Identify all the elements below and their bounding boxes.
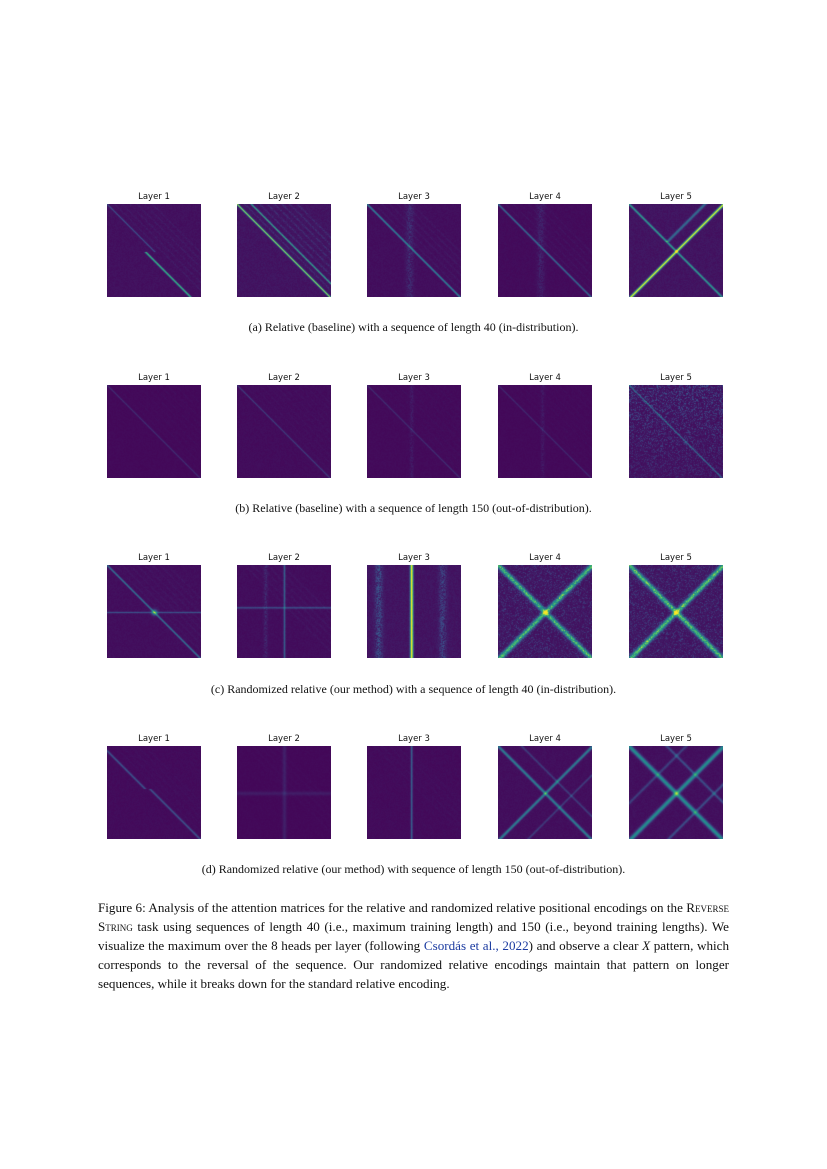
attention-heatmap — [629, 565, 723, 658]
attention-heatmap — [237, 204, 331, 297]
caption-text-1: Figure 6: Analysis of the attention matrices for the relative and randomized relative positional encodings on the — [98, 900, 687, 915]
subcaption-a: (a) Relative (baseline) with a sequence of length 40 (in-distribution). — [248, 320, 579, 334]
layer-title: Layer 4 — [529, 553, 561, 563]
subcaption-d: (d) Randomized relative (our method) with sequence of length 150 (out-of-distribution). — [201, 862, 626, 876]
caption-text-3: ) and observe a clear — [528, 938, 643, 953]
layer-title: Layer 3 — [398, 192, 430, 202]
layer-title: Layer 1 — [138, 192, 170, 202]
attention-heatmap — [367, 565, 461, 658]
attention-heatmap — [498, 746, 592, 839]
layer-title: Layer 1 — [138, 734, 170, 744]
layer-title: Layer 2 — [268, 553, 300, 563]
caption-text-4: pattern, which corresponds to the reversal of the sequence. Our randomized relative encodings maintain that pattern on longer sequences, while it breaks down for the standard relative encoding. — [98, 938, 729, 991]
layer-title: Layer 5 — [660, 734, 692, 744]
attention-heatmap — [498, 565, 592, 658]
attention-heatmap — [498, 204, 592, 297]
attention-heatmap — [107, 385, 201, 478]
attention-heatmap — [367, 385, 461, 478]
layer-title: Layer 2 — [268, 192, 300, 202]
layer-title: Layer 4 — [529, 192, 561, 202]
layer-title: Layer 3 — [398, 553, 430, 563]
layer-title: Layer 1 — [138, 373, 170, 383]
layer-title: Layer 3 — [398, 734, 430, 744]
attention-heatmap — [367, 204, 461, 297]
layer-title: Layer 4 — [529, 734, 561, 744]
attention-heatmap — [498, 385, 592, 478]
caption-text-2: task using sequences of length 40 (i.e., maximum training length) and 150 (i.e., beyond training lengths). We visualize the maximum over the 8 heads per layer (following — [98, 919, 729, 953]
layer-title: Layer 4 — [529, 373, 561, 383]
x-symbol: X — [642, 938, 651, 953]
layer-title: Layer 5 — [660, 192, 692, 202]
citation-link[interactable]: Csordás et al., 2022 — [423, 938, 529, 953]
subcaption-b: (b) Relative (baseline) with a sequence of length 150 (out-of-distribution). — [235, 501, 592, 515]
attention-heatmap — [237, 385, 331, 478]
attention-heatmap — [629, 204, 723, 297]
attention-heatmap — [107, 204, 201, 297]
layer-title: Layer 5 — [660, 553, 692, 563]
attention-heatmap — [237, 565, 331, 658]
figure-caption — [98, 898, 729, 993]
subcaption-c: (c) Randomized relative (our method) with a sequence of length 40 (in-distribution). — [210, 682, 617, 696]
task-name: Reverse String — [98, 900, 729, 934]
attention-heatmap — [367, 746, 461, 839]
layer-title: Layer 1 — [138, 553, 170, 563]
layer-title: Layer 3 — [398, 373, 430, 383]
attention-heatmap — [629, 385, 723, 478]
attention-heatmap — [107, 565, 201, 658]
layer-title: Layer 2 — [268, 373, 300, 383]
attention-heatmap — [237, 746, 331, 839]
layer-title: Layer 5 — [660, 373, 692, 383]
attention-heatmap — [107, 746, 201, 839]
attention-heatmap — [629, 746, 723, 839]
layer-title: Layer 2 — [268, 734, 300, 744]
